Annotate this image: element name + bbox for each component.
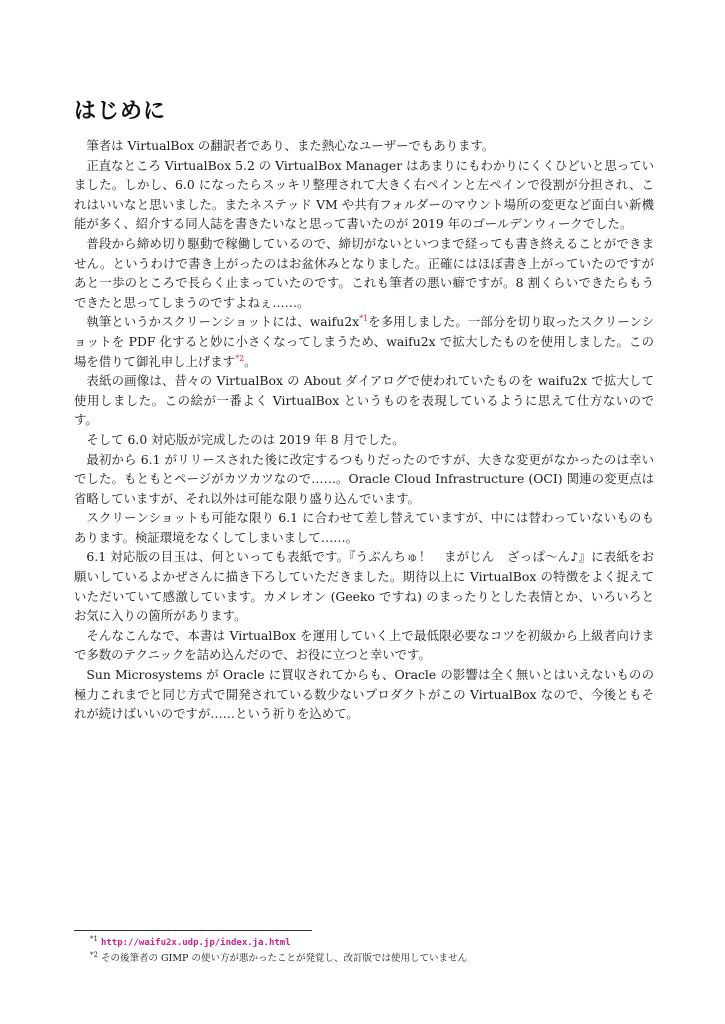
footnotes xyxy=(90,935,467,966)
footnote-text: その後筆者の GIMP の使い方が悪かったことが発覚し、改訂版では使用していません xyxy=(100,953,467,964)
paragraph xyxy=(74,312,654,371)
footnote-link[interactable]: http://waifu2x.udp.jp/index.ja.html xyxy=(100,938,291,948)
paragraph: Sun Microsystems が Oracle に買収されてからも、Oracle の影響は全く無いとはいえないものの極力これまでと同じ方式で開発されている数少ないプロダクトがこの VirtualBox なので、今後ともそれが続けばいいのですが……という祈りを込めて。 xyxy=(74,667,654,722)
footnote-ref-2[interactable]: *2 xyxy=(235,353,245,363)
paragraph: 普段から締め切り駆動で稼働しているので、締切がないといつまで経っても書き終えることができません。というわけで書き上がったのはお盆休みとなりました。正確にはほぼ書き上がっていたのですがあと一歩のところで長らく止まっていたのです。これも筆者の悪い癖ですが。8 割くらいできたらもうできたと思ってしまうのですよねぇ……。 xyxy=(74,235,654,310)
footnote-mark: *1 xyxy=(90,934,98,943)
footnote-1 xyxy=(90,935,467,951)
paragraph: そして 6.0 対応版が完成したのは 2019 年 8 月でした。 xyxy=(86,431,405,447)
paragraph: スクリーンショットも可能な限り 6.1 に合わせて差し替えていますが、中には替わっていないものもあります。検証環境をなくしてしまいまして……。 xyxy=(74,510,654,545)
paragraph: 表紙の画像は、昔々の VirtualBox の About ダイアログで使われていたものを waifu2x で拡大して使用しました。この絵が一番よく VirtualBox というものを表現しているように思えて仕方ないのです。 xyxy=(74,373,654,428)
body-text xyxy=(74,136,654,724)
paragraph: そんなこんなで、本書は VirtualBox を運用していく上で最低限必要なコツを初級から上級者向けまで多数のテクニックを詰め込んだので、お役に立つと幸いです。 xyxy=(74,627,654,663)
paragraph-text: 。 xyxy=(244,353,257,369)
footnote-divider xyxy=(74,930,312,931)
footnote-2 xyxy=(90,951,467,966)
paragraph: 6.1 対応版の目玉は、何といっても表紙です。『うぶんちゅ！ まがじん ざっぱ〜ん♪』に表紙をお願いしているよかぜさんに描き下ろしていただきました。期待以上に VirtualBox の特徴をよく捉えていただいていて感激しています。カメレオン (Geeko ですね) のまったりとした表情とか、いろいろとお気に入りの箇所があります。 xyxy=(74,549,654,624)
paragraph-text: を多用しました。一部分を切り取ったスクリーンショットを PDF 化すると妙に小さくなってしまうため、waifu2x で拡大したものを使用しました。この場を借りて御礼申し上げます xyxy=(74,314,654,369)
paragraph: 正直なところ VirtualBox 5.2 の VirtualBox Manager はあまりにもわかりにくくひどいと思っていました。しかし、6.0 になったらスッキリ整理されて大きく右ペインと左ペインで役割が分担され、これはいいなと思いました。またネステッド VM や共有フォルダーのマウント場所の変更など面白い新機能が多く、紹介する同人誌を書きたいなと思って書いたのが 2019 年のゴールデンウィークでした。 xyxy=(74,157,654,232)
paragraph-text: 執筆というかスクリーンショットには、waifu2x xyxy=(86,314,360,330)
paragraph: 最初から 6.1 がリリースされた後に改定するつもりだったのですが、大きな変更がなかったのは幸いでした。もともとページがカツカツなので……。Oracle Cloud Infrastructure (OCI) 関連の変更点は省略していますが、それ以外は可能な限り盛り込んでいます。 xyxy=(74,451,654,506)
footnote-ref-1[interactable]: *1 xyxy=(359,314,369,324)
footnote-mark: *2 xyxy=(90,950,98,959)
paragraph: 筆者は VirtualBox の翻訳者であり、また熱心なユーザーでもあります。 xyxy=(86,138,495,153)
section-title: はじめに xyxy=(74,99,167,124)
